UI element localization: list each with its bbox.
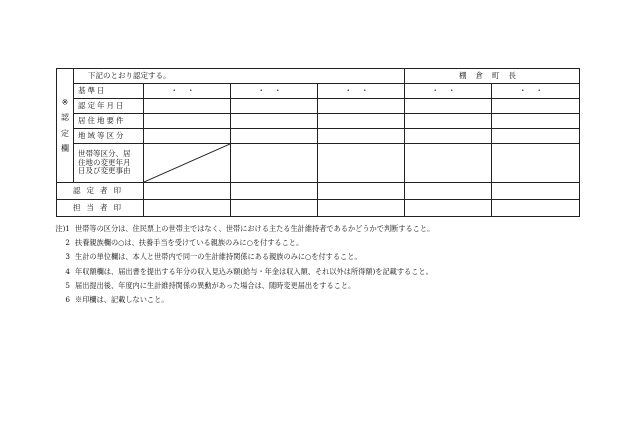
note-text: 扶養親族欄の○は、扶養手当を受けている親族のみに○を付すること。 [75,238,304,248]
seal-cell[interactable] [492,183,580,200]
entry-cell[interactable] [144,99,231,114]
note-text: ※印欄は、記載しないこと。 [75,295,169,305]
entry-cell[interactable] [318,99,405,114]
note-item [52,279,434,293]
entry-cell[interactable] [405,99,492,114]
seal-cell[interactable] [492,200,580,217]
note-text: 届出提出後、年度内に生計維持関係の異動があった場合は、随時変更届出をすること。 [75,280,356,290]
change-label-line: 日及び変更事由 [78,166,131,176]
entry-cell[interactable] [492,129,580,144]
entry-cell[interactable] [231,144,318,183]
entry-cell[interactable] [144,114,231,129]
seal-cell[interactable] [318,183,405,200]
entry-cell[interactable] [492,144,580,183]
entry-cell[interactable] [405,114,492,129]
crossed-out-cell [144,144,231,183]
note-number: 注)1 [55,224,70,233]
entry-cell[interactable] [231,114,318,129]
issuer-name: 棚倉町長 [405,69,580,84]
date-cell[interactable]: ・・ [405,84,492,99]
note-number: 6 [65,295,70,305]
row-label-cert-date: 認定年月日 [74,99,144,114]
date-cell[interactable]: ・・ [231,84,318,99]
certification-table [56,68,580,217]
date-cell[interactable]: ・・ [492,84,580,99]
entry-cell[interactable] [144,129,231,144]
note-item [52,250,434,264]
side-char: ※ [61,98,69,108]
note-number: 4 [65,266,70,276]
seal-cell[interactable] [405,200,492,217]
entry-cell[interactable] [231,99,318,114]
row-label-change [74,144,144,183]
notes-section [52,222,434,307]
certification-side-label [57,69,74,183]
change-label-line: 世帯等区分、居 [78,149,131,159]
seal-cell[interactable] [318,200,405,217]
certification-form [56,68,580,217]
entry-cell[interactable] [492,114,580,129]
date-cell[interactable]: ・・ [144,84,231,99]
entry-cell[interactable] [318,129,405,144]
note-number: 2 [65,238,70,248]
note-item [52,222,434,236]
change-label-line: 住地の変更年月 [78,157,131,167]
row-label-basis-date: 基準日 [74,84,144,99]
row-label-residence: 居住地要件 [74,114,144,129]
note-text: 世帯等の区分は、住民票上の世帯主ではなく、世帯における主たる生計維持者であるかどうかで判断すること。 [75,224,435,233]
note-number: 5 [65,280,70,290]
seal-cell[interactable] [231,183,318,200]
side-char: 認 [61,113,69,123]
seal-cell[interactable] [144,183,231,200]
side-char: 定 [61,128,69,138]
entry-cell[interactable] [405,129,492,144]
entry-cell[interactable] [405,144,492,183]
note-text: 生計の単位欄は、本人と世帯内で同一の生計維持関係にある親族のみに○を付すること。 [75,252,362,262]
entry-cell[interactable] [231,129,318,144]
note-item [52,236,434,250]
seal-cell[interactable] [144,200,231,217]
diagonal-strike [144,144,230,182]
row-label-region: 地域等区分 [74,129,144,144]
note-text: 年収額欄は、届出書を提出する年分の収入見込み額(給与・年金は収入額、それ以外は所得額)を記載すること。 [75,266,433,276]
certification-notice: 下記のとおり認定する。 [74,69,405,84]
date-cell[interactable]: ・・ [318,84,405,99]
note-item [52,265,434,279]
entry-cell[interactable] [492,99,580,114]
entry-cell[interactable] [318,144,405,183]
seal-cell[interactable] [231,200,318,217]
side-char: 欄 [61,143,69,153]
row-label-certifier-seal: 認定者印 [57,183,144,200]
seal-cell[interactable] [405,183,492,200]
row-label-officer-seal: 担当者印 [57,200,144,217]
note-number: 3 [65,252,70,262]
entry-cell[interactable] [318,114,405,129]
note-item [52,293,434,307]
